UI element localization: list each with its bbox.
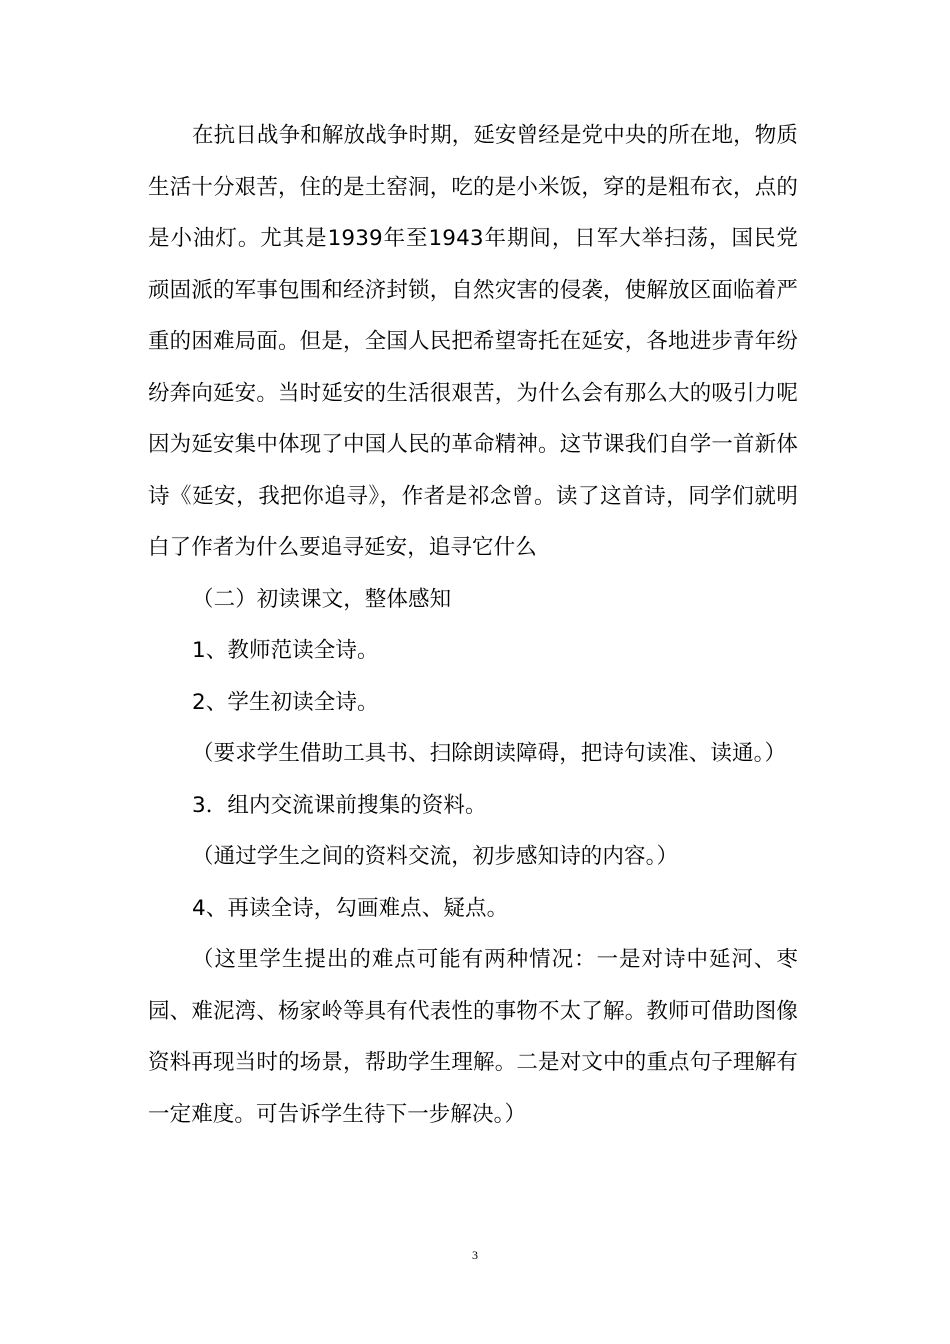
step-reread-mark-difficulties: 4、再读全诗，勾画难点、疑点。 bbox=[192, 895, 509, 921]
note-exchange-purpose: （通过学生之间的资料交流，初步感知诗的内容。） bbox=[192, 844, 679, 869]
note-difficulties: （这里学生提出的难点可能有两种情况：一是对诗中延河、枣园、难泥湾、杨家岭等具有代表性的事物不太了解。教师可借助图像资料再现当时的场景，帮助学生理解。二是对文中的重点句子理解有一定难度。可告诉学生待下一步解决。） bbox=[148, 947, 798, 1127]
step-students-read: 2、学生初读全诗。 bbox=[192, 689, 379, 715]
note-reading-requirements: （要求学生借助工具书、扫除朗读障碍，把诗句读准、读通。） bbox=[192, 741, 787, 766]
paragraph-intro: 在抗日战争和解放战争时期，延安曾经是党中央的所在地，物质生活十分艰苦，住的是土窑洞，吃的是小米饭，穿的是粗布衣，点的是小油灯。尤其是1939年至1943年期间，日军大举扫荡，国民党顽固派的军事包围和经济封锁，自然灾害的侵袭，使解放区面临着严重的困难局面。但是，全国人民把希望寄托在延安，各地进步青年纷纷奔向延安。当时延安的生活很艰苦，为什么会有那么大的吸引力呢因为延安集中体现了中国人民的革命精神。这节课我们自学一首新体诗《延安，我把你追寻》，作者是祁念曾。读了这首诗，同学们就明白了作者为什么要追寻延安，追寻它什么 bbox=[148, 123, 798, 560]
step-group-exchange: 3．组内交流课前搜集的资料。 bbox=[192, 792, 487, 818]
document-body bbox=[148, 110, 798, 1140]
page-number: 3 bbox=[472, 1248, 478, 1262]
step-teacher-reads: 1、教师范读全诗。 bbox=[192, 638, 379, 663]
section-heading-first-reading: （二）初读课文，整体感知 bbox=[192, 586, 452, 612]
